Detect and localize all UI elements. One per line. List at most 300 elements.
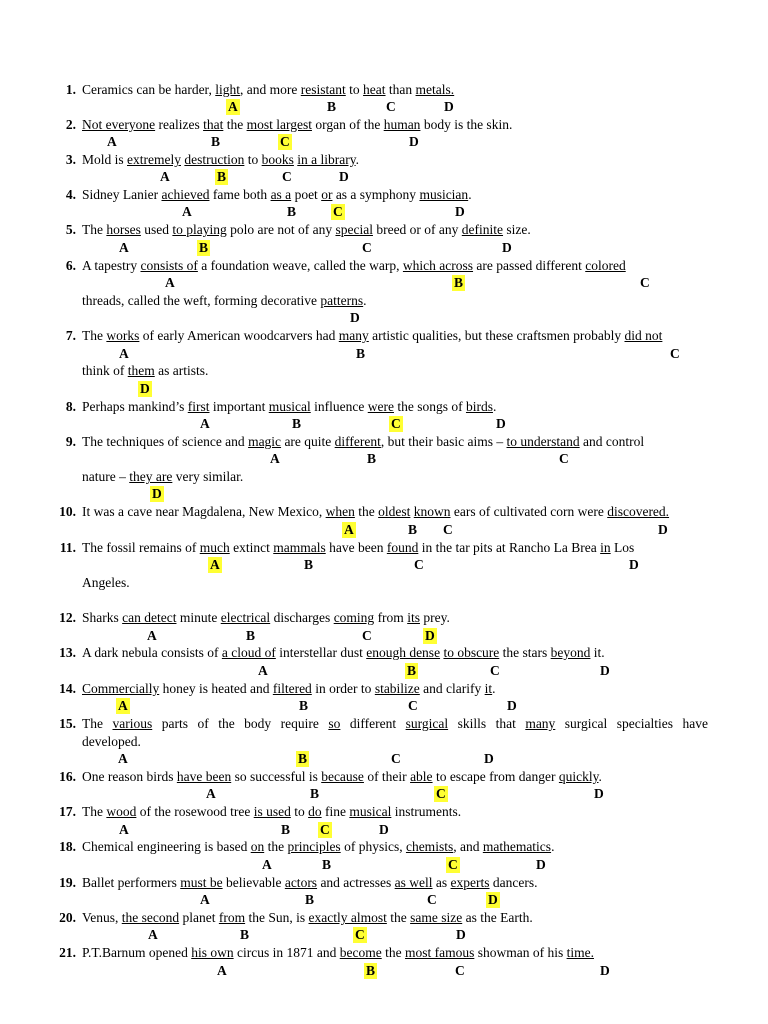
option-letter: C <box>427 892 437 907</box>
question-number: 20. <box>59 910 76 925</box>
question-text: of their <box>363 769 411 784</box>
question-number: 15. <box>59 716 76 731</box>
underlined-option: his own <box>191 945 234 960</box>
underlined-option: actors <box>284 875 318 890</box>
question-text: Chemical engineering is based <box>82 839 251 854</box>
underlined-option: time. <box>566 945 594 960</box>
question-sentence <box>82 804 461 820</box>
question-text: P.T.Barnum opened <box>82 945 192 960</box>
question-text: . <box>551 839 555 854</box>
underlined-option: discovered. <box>607 504 670 519</box>
option-letter: C <box>455 963 465 978</box>
question-sentence <box>82 839 554 855</box>
answer-letter-highlighted: A <box>228 99 238 114</box>
question-text: The techniques of science and <box>82 434 249 449</box>
underlined-option: were <box>367 399 394 414</box>
question-text: Mold is <box>82 152 128 167</box>
question-text: the stars <box>499 645 551 660</box>
underlined-option: to understand <box>506 434 580 449</box>
question-sentence <box>82 434 644 450</box>
answer-letter-highlighted: B <box>199 240 209 255</box>
underlined-option: filtered <box>272 681 312 696</box>
option-letter: D <box>379 822 389 837</box>
underlined-option: when <box>325 504 355 519</box>
question-text: that <box>495 716 516 731</box>
option-letter: C <box>362 240 372 255</box>
question-number: 8. <box>65 399 76 414</box>
question-text: fame both <box>209 187 271 202</box>
answer-letter-highlighted: A <box>118 698 128 713</box>
option-letter: C <box>490 663 500 678</box>
option-letter: A <box>119 346 129 361</box>
option-letter: C <box>362 628 372 643</box>
question-text: and actresses <box>317 875 395 890</box>
option-letter: A <box>160 169 170 184</box>
question-text: are quite <box>281 434 335 449</box>
question-text: a foundation weave, called the warp, <box>197 258 403 273</box>
underlined-option: have been <box>176 769 232 784</box>
question-text: The <box>82 804 107 819</box>
question-text: the <box>354 504 379 519</box>
option-letter: A <box>147 628 157 643</box>
underlined-option: most famous <box>404 945 475 960</box>
underlined-option: that <box>203 117 224 132</box>
option-letter: D <box>496 416 506 431</box>
question-text: very similar. <box>172 469 244 484</box>
option-letter: B <box>322 857 332 872</box>
question-text: to escape from danger <box>432 769 559 784</box>
question-text: poet <box>291 187 322 202</box>
answer-letter-highlighted: B <box>298 751 308 766</box>
option-letter: C <box>282 169 292 184</box>
option-letter: C <box>386 99 396 114</box>
underlined-option: first <box>187 399 210 414</box>
answer-letter-highlighted: D <box>152 486 162 501</box>
underlined-option: extremely <box>127 152 181 167</box>
question-text: showman of his <box>474 945 567 960</box>
underlined-option: heat <box>363 82 386 97</box>
option-letter: D <box>594 786 604 801</box>
underlined-option: books <box>261 152 294 167</box>
question-text: important <box>209 399 269 414</box>
answer-letter-highlighted: B <box>366 963 376 978</box>
underlined-option: can detect <box>122 610 177 625</box>
option-letter: A <box>200 892 210 907</box>
question-text: . <box>492 681 496 696</box>
question-text: think of <box>82 363 128 378</box>
question-text: honey is heated and <box>159 681 273 696</box>
underlined-option: must be <box>180 875 223 890</box>
question-text: Sidney Lanier <box>82 187 162 202</box>
question-number: 18. <box>59 839 76 854</box>
answer-letter-highlighted: C <box>333 204 343 219</box>
question-text: the songs of <box>393 399 466 414</box>
option-letter: D <box>455 204 465 219</box>
option-letter: B <box>408 522 418 537</box>
question-text: threads, called the weft, forming decorative <box>82 293 321 308</box>
answer-letter-highlighted: D <box>488 892 498 907</box>
question-number: 10. <box>59 504 76 519</box>
underlined-option: able <box>410 769 433 784</box>
underlined-option: did not <box>624 328 663 343</box>
option-letter: D <box>600 663 610 678</box>
underlined-option: musical <box>349 804 392 819</box>
answer-letter-highlighted: C <box>448 857 458 872</box>
question-sentence <box>82 734 141 750</box>
option-letter: C <box>391 751 401 766</box>
underlined-option: found <box>386 540 419 555</box>
question-text: from <box>374 610 408 625</box>
question-text: The fossil remains of <box>82 540 200 555</box>
underlined-option: surgical <box>405 716 449 731</box>
question-text: specialties <box>616 716 674 731</box>
underlined-option: stabilize <box>374 681 420 696</box>
underlined-option: to obscure <box>443 645 500 660</box>
answer-letter-highlighted: C <box>436 786 446 801</box>
underlined-option: exactly almost <box>308 910 387 925</box>
underlined-option: light <box>215 82 241 97</box>
question-number: 17. <box>59 804 76 819</box>
question-text: artistic qualities, but these craftsmen probably <box>368 328 625 343</box>
option-letter: B <box>356 346 366 361</box>
question-text: Ballet performers <box>82 875 181 890</box>
underlined-option: in a library <box>297 152 356 167</box>
question-text: A dark nebula consists of <box>82 645 222 660</box>
question-text: circus in 1871 and <box>233 945 340 960</box>
question-text: as a symphony <box>332 187 420 202</box>
underlined-option: experts <box>450 875 490 890</box>
option-letter: A <box>107 134 117 149</box>
underlined-option: magic <box>248 434 282 449</box>
question-text: the Sun, is <box>245 910 309 925</box>
option-letter: B <box>240 927 250 942</box>
question-number: 19. <box>59 875 76 890</box>
question-text: Angeles. <box>82 575 130 590</box>
option-letter: B <box>310 786 320 801</box>
underlined-option: which across <box>402 258 474 273</box>
question-sentence <box>82 681 496 697</box>
question-text: are passed different <box>473 258 586 273</box>
question-text: Venus, <box>82 910 122 925</box>
question-text: the <box>223 117 247 132</box>
underlined-option: mathematics <box>482 839 552 854</box>
question-text: breed or of any <box>372 222 462 237</box>
underlined-option: consists of <box>140 258 198 273</box>
option-letter: A <box>148 927 158 942</box>
option-letter: B <box>299 698 309 713</box>
question-text: The <box>82 328 107 343</box>
question-text: as the Earth. <box>462 910 533 925</box>
underlined-option: beyond <box>550 645 591 660</box>
option-letter: B <box>305 892 315 907</box>
option-letter: A <box>118 751 128 766</box>
question-text: of <box>197 716 209 731</box>
underlined-option: so <box>328 716 341 731</box>
question-text: planet <box>179 910 219 925</box>
option-letter: D <box>350 310 360 325</box>
question-sentence <box>82 469 243 485</box>
answer-letter-highlighted: B <box>407 663 417 678</box>
question-text: . <box>468 187 472 202</box>
question-number: 7. <box>65 328 76 343</box>
option-letter: A <box>119 240 129 255</box>
question-text: nature – <box>82 469 130 484</box>
question-number: 13. <box>59 645 76 660</box>
option-letter: A <box>119 822 129 837</box>
option-letter: B <box>327 99 337 114</box>
option-letter: D <box>409 134 419 149</box>
question-sentence <box>82 293 367 309</box>
question-text: Los <box>610 540 635 555</box>
option-letter: C <box>640 275 650 290</box>
option-letter: C <box>414 557 424 572</box>
underlined-option: works <box>106 328 140 343</box>
question-text: dancers. <box>489 875 538 890</box>
question-text: parts <box>161 716 188 731</box>
option-letter: B <box>292 416 302 431</box>
option-letter: B <box>211 134 221 149</box>
question-text: of early American woodcarvers had <box>139 328 339 343</box>
underlined-option: become <box>339 945 382 960</box>
question-text: organ of the <box>311 117 384 132</box>
underlined-option: many <box>338 328 369 343</box>
underlined-option: horses <box>106 222 141 237</box>
option-letter: D <box>629 557 639 572</box>
underlined-option: many <box>525 716 556 731</box>
underlined-option: or <box>321 187 333 202</box>
question-text: it. <box>590 645 605 660</box>
question-text: , and <box>453 839 483 854</box>
option-letter: D <box>339 169 349 184</box>
question-text: Sharks <box>82 610 123 625</box>
question-sentence <box>82 540 634 556</box>
question-text: and control <box>579 434 645 449</box>
option-letter: D <box>536 857 546 872</box>
answer-letter-highlighted: C <box>355 927 365 942</box>
option-letter: D <box>484 751 494 766</box>
underlined-option: Not everyone <box>82 117 156 132</box>
option-letter: B <box>287 204 297 219</box>
underlined-option: metals. <box>415 82 455 97</box>
question-text: ears of cultivated corn were <box>450 504 608 519</box>
underlined-option: different <box>334 434 381 449</box>
answer-letter-highlighted: D <box>425 628 435 643</box>
question-text: believable <box>222 875 285 890</box>
answer-letter-highlighted: C <box>320 822 330 837</box>
underlined-option: is used <box>253 804 291 819</box>
question-text: The <box>82 222 107 237</box>
underlined-option: known <box>413 504 451 519</box>
question-sentence <box>82 82 454 98</box>
question-text: of physics, <box>340 839 406 854</box>
underlined-option: musical <box>268 399 311 414</box>
option-letter: D <box>658 522 668 537</box>
question-text: the <box>381 945 405 960</box>
question-text: the <box>386 910 411 925</box>
question-text: have been <box>325 540 387 555</box>
question-text: as <box>432 875 451 890</box>
question-text: to <box>244 152 262 167</box>
answer-letter-highlighted: D <box>140 381 150 396</box>
question-sentence <box>82 645 605 661</box>
question-text: body <box>244 716 272 731</box>
question-sentence <box>82 575 130 591</box>
option-letter: C <box>670 346 680 361</box>
question-sentence <box>82 875 538 891</box>
question-sentence <box>82 945 594 961</box>
underlined-option: chemists <box>405 839 454 854</box>
question-number: 5. <box>65 222 76 237</box>
question-text: skills <box>457 716 487 731</box>
answer-letter-highlighted: B <box>454 275 464 290</box>
question-number: 11. <box>59 540 76 555</box>
underlined-option: coming <box>333 610 375 625</box>
underlined-option: destruction <box>184 152 245 167</box>
underlined-option: Commercially <box>82 681 160 696</box>
question-text: body is the skin. <box>420 117 513 132</box>
option-letter: A <box>206 786 216 801</box>
question-text: influence <box>310 399 368 414</box>
underlined-option: patterns <box>320 293 364 308</box>
question-text: surgical <box>564 716 608 731</box>
question-text: require <box>280 716 319 731</box>
question-text: so successful is <box>231 769 322 784</box>
answer-letter-highlighted: A <box>210 557 220 572</box>
option-letter: D <box>502 240 512 255</box>
question-text: developed. <box>82 734 141 749</box>
question-text: the <box>264 839 288 854</box>
question-sentence <box>82 363 208 379</box>
question-text: A tapestry <box>82 258 141 273</box>
question-sentence <box>82 399 496 415</box>
question-text: , and more <box>240 82 301 97</box>
question-sentence <box>82 610 450 626</box>
underlined-option: do <box>308 804 322 819</box>
question-number: 12. <box>59 610 76 625</box>
question-text: polo are not of any <box>226 222 336 237</box>
underlined-option: the second <box>121 910 180 925</box>
underlined-option: electrical <box>220 610 271 625</box>
underlined-option: its <box>407 610 420 625</box>
question-text: size. <box>503 222 531 237</box>
underlined-option: principles <box>287 839 341 854</box>
answer-letter-highlighted: C <box>280 134 290 149</box>
underlined-option: as a <box>270 187 292 202</box>
question-sentence <box>82 769 602 785</box>
option-letter: D <box>600 963 610 978</box>
question-sentence <box>82 152 359 168</box>
question-text: in the tar pits at Rancho La Brea <box>418 540 601 555</box>
underlined-option: enough dense <box>366 645 441 660</box>
underlined-option: achieved <box>161 187 210 202</box>
underlined-option: they are <box>129 469 173 484</box>
question-text: interstellar dust <box>275 645 367 660</box>
question-text: and clarify <box>419 681 485 696</box>
option-letter: B <box>281 822 291 837</box>
question-text: as artists. <box>154 363 209 378</box>
question-text: One reason birds <box>82 769 177 784</box>
question-sentence <box>82 117 512 133</box>
option-letter: C <box>408 698 418 713</box>
question-number: 4. <box>65 187 76 202</box>
question-text: than <box>385 82 416 97</box>
question-text: . <box>363 293 367 308</box>
question-text: instruments. <box>391 804 462 819</box>
underlined-option: most largest <box>246 117 312 132</box>
question-text: the <box>218 716 235 731</box>
question-sentence <box>82 258 626 274</box>
underlined-option: to playing <box>172 222 227 237</box>
option-letter: A <box>270 451 280 466</box>
option-letter: C <box>559 451 569 466</box>
option-letter: A <box>217 963 227 978</box>
option-letter: B <box>246 628 256 643</box>
option-letter: D <box>444 99 454 114</box>
question-sentence <box>82 504 669 520</box>
underlined-option: special <box>335 222 373 237</box>
underlined-option: in <box>600 540 611 555</box>
question-text: have <box>682 716 708 731</box>
option-letter: A <box>165 275 175 290</box>
option-letter: A <box>200 416 210 431</box>
underlined-option: definite <box>461 222 504 237</box>
question-number: 6. <box>65 258 76 273</box>
option-letter: D <box>456 927 466 942</box>
underlined-option: resistant <box>300 82 346 97</box>
question-sentence <box>82 328 662 344</box>
question-number: 2. <box>65 117 76 132</box>
question-sentence <box>82 222 531 238</box>
question-text: discharges <box>270 610 334 625</box>
question-text: to <box>290 804 309 819</box>
option-letter: C <box>443 522 453 537</box>
question-text: prey. <box>419 610 450 625</box>
option-letter: A <box>258 663 268 678</box>
underlined-option: oldest <box>378 504 411 519</box>
question-text: realizes <box>155 117 204 132</box>
option-letter: A <box>182 204 192 219</box>
question-number: 3. <box>65 152 76 167</box>
question-text: The <box>82 716 103 731</box>
option-letter: B <box>304 557 314 572</box>
answer-letter-highlighted: C <box>391 416 401 431</box>
underlined-option: various <box>112 716 153 731</box>
option-letter: D <box>507 698 517 713</box>
underlined-option: human <box>383 117 421 132</box>
question-text: . <box>355 152 360 167</box>
question-text: different <box>349 716 397 731</box>
question-number: 16. <box>59 769 76 784</box>
question-sentence <box>82 187 472 203</box>
underlined-option: a cloud of <box>221 645 276 660</box>
underlined-option: colored <box>585 258 626 273</box>
question-text: . <box>598 769 602 784</box>
underlined-option: wood <box>106 804 137 819</box>
question-number: 21. <box>59 945 76 960</box>
question-text: to <box>345 82 364 97</box>
question-text: . <box>492 399 497 414</box>
question-sentence <box>82 716 708 732</box>
underlined-option: birds <box>465 399 493 414</box>
question-number: 9. <box>65 434 76 449</box>
underlined-option: same size <box>410 910 463 925</box>
underlined-option: on <box>250 839 265 854</box>
underlined-option: musician <box>419 187 469 202</box>
underlined-option: mammals <box>273 540 326 555</box>
question-number: 14. <box>59 681 76 696</box>
question-number: 1. <box>65 82 76 97</box>
question-text: of the rosewood tree <box>136 804 254 819</box>
